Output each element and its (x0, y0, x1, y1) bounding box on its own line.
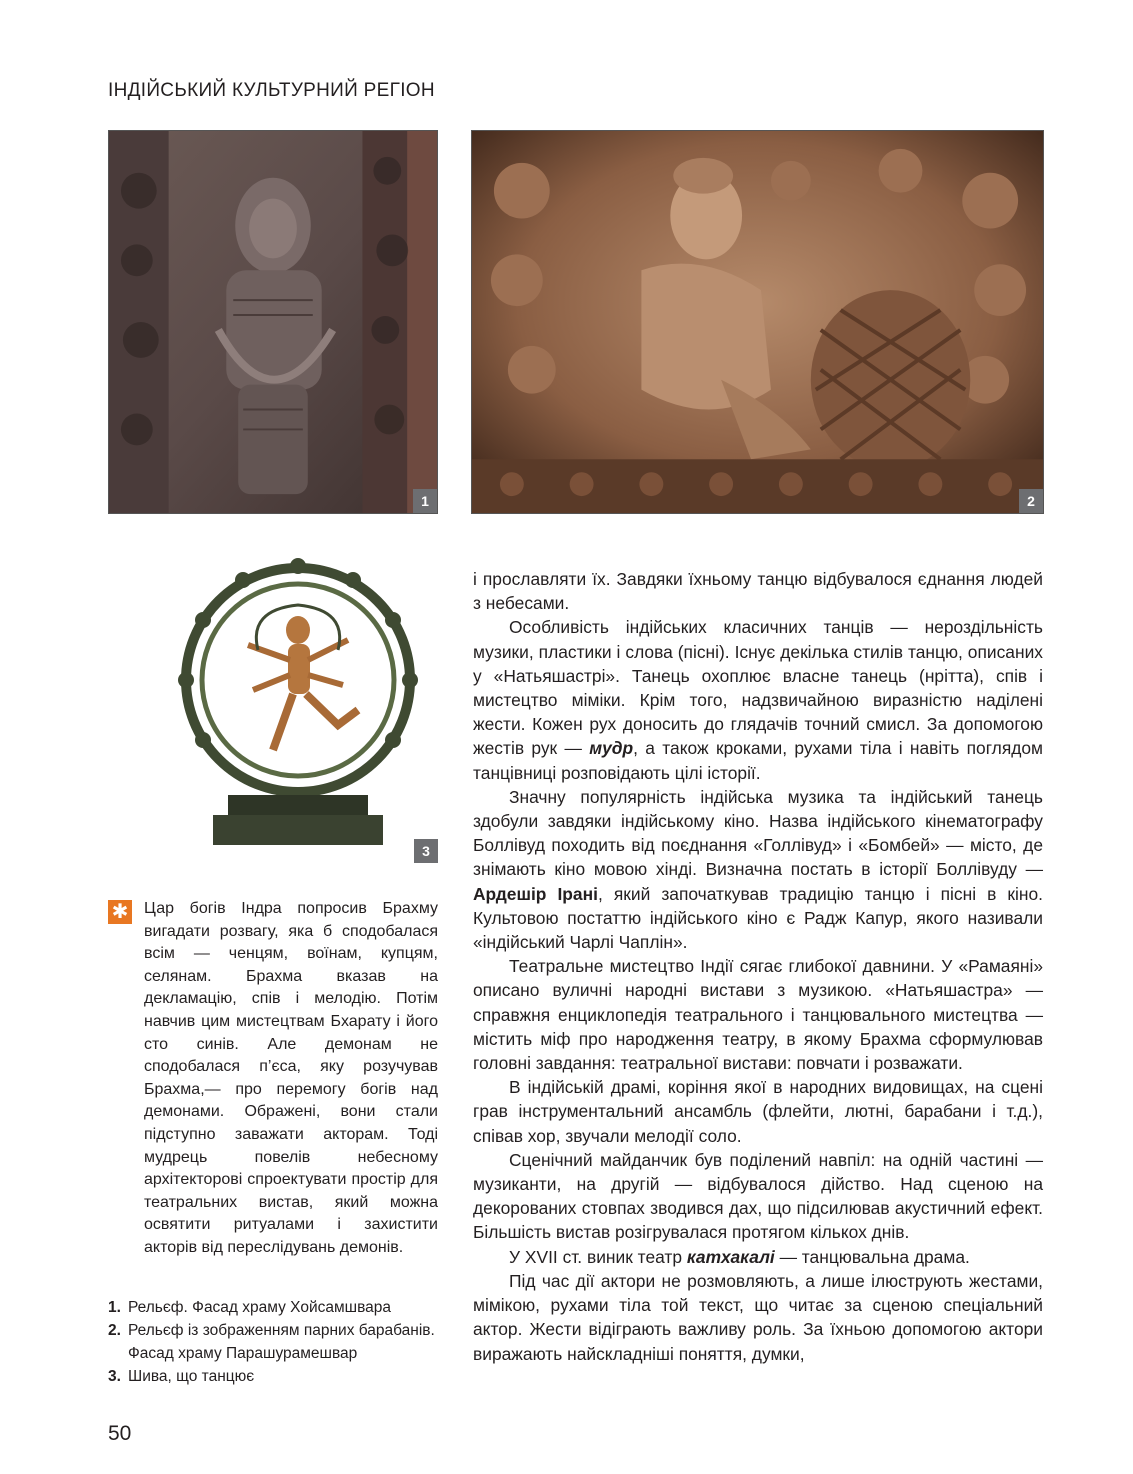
photo-number-badge: 2 (1019, 489, 1043, 513)
photo-drummer-relief (471, 130, 1044, 514)
paragraph: Сценічний майданчик був поділений навпіл: на одній частині — музиканти, на другій — відбувалося дійство. Над сценою на декорованих стовпах зводився дах, що підсилював акустичний ефект. Більшість вистав розігрувалася протягом кількох днів. (473, 1149, 1043, 1243)
paragraph: і прославляти їх. Завдяки їхньому танцю відбувалося єднання людей з небесами. (473, 569, 1043, 614)
term-ardeshir-irani: Ардешір Ірані (473, 883, 598, 904)
photo-temple-relief (108, 130, 438, 514)
paragraph: Під час дії актори не розмовляють, а лише ілюструють жестами, мімікою, рухами тіла той текст, що читає за сценою спеціальний актор. Жести відіграють важливу роль. За їхньою допомогою актори виражають найскладніші поняття, думки, (473, 1270, 1043, 1364)
relief-figure-illustration (109, 131, 437, 513)
caption-item: 2. Рельєф із зображенням парних барабанів. Фасад храму Парашурамешвар (108, 1322, 435, 1362)
paragraph: Театральне мистецтво Індії сягає глибокої давнини. У «Рамаяні» описано вуличні народні вистави з музикою. «Натьяшастра» — справжня енциклопедія театрального і танцювального мистецтва — містить міф про народження театру, в якому Брахма сформулював головні завдання: театральної вистави: повчати і розважати. (473, 956, 1043, 1074)
sidebar-text: Цар богів Індра попросив Брахму вигадати розвагу, яка б сподобалася всім — ченцям, воїнам, купцям, селянам. Брахма вказав на декламацію, спів і мелодію. Потім навчив цим мистецтвам Бхарату і його сто синів. Але демонам не сподобалася п’єса, яку розучував Брахма,— про перемогу богів над демонами. Ображені, вони стали підступно заважати акторам. Тоді мудрець повелів небесному архітекторові спроектувати простір для театральних вистав, який можна освятити ритуалами і захистити акторів від переслідувань демонів. (144, 900, 438, 1256)
running-header: ІНДІЙСЬКИЙ КУЛЬТУРНИЙ РЕГІОН (108, 80, 435, 101)
caption-item: 3. Шива, що танцює (108, 1368, 255, 1385)
drummer-relief-illustration (472, 131, 1043, 513)
paragraph: В індійській драмі, коріння якої в народних видовищах, на сцені грав інструментальний ансамбль (флейти, лютні, барабани і т.д.), співав хор, звучали мелодії соло. (473, 1077, 1043, 1146)
myth-sidebar (108, 898, 438, 1260)
photo-dancing-shiva (108, 550, 438, 863)
photo-captions (108, 1296, 438, 1388)
page-number: 50 (108, 1422, 132, 1445)
main-body-text (473, 567, 1043, 1366)
nataraja-statue-illustration (108, 550, 438, 863)
term-kathakali: катхакалі (686, 1246, 775, 1267)
caption-item: 1. Рельєф. Фасад храму Хойсамшвара (108, 1299, 391, 1316)
photo-number-badge: 3 (414, 839, 438, 863)
term-mudra: мудр (589, 738, 634, 759)
asterisk-icon: ✱ (108, 900, 132, 924)
paragraph: У XVII ст. виник театр катхакалі — танцювальна драма. (509, 1246, 970, 1267)
photo-number-badge: 1 (413, 489, 437, 513)
paragraph: Особливість індійських класичних танців — нероздільність музики, пластики і слова (пісні). Існує декілька стилів танцю, описаних у «Натьяшастрі». Танець охоплює власне танець (нрітта), спів і мистецтво міміки. Крім того, надзвичайною виразністю наділені жести. Кожен рух доносить до глядачів точний смисл. За допомогою жестів рук — мудр, а також кроками, рухами тіла і навіть поглядом танцівниці розповідають цілі історії. (473, 617, 1044, 783)
paragraph: Значну популярність індійська музика та індійський танець здобули завдяки індійському кіно. Назва індійського кінематографу Боллівуд походить від поєднання «Голлівуд» і «Бомбей» — місто, де знімають кіно мовою хінді. Визначна постать в історії Боллівуду — Ардешір Ірані, який започаткував традицію танцю і пісні в кіно. Культовою постаттю індійського кіно є Радж Капур, якого називали «індійський Чарлі Чаплін». (473, 786, 1044, 953)
